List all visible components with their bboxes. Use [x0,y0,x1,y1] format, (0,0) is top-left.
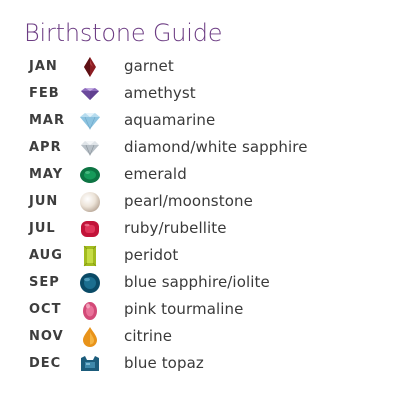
stone-name: blue sapphire/iolite [124,273,270,291]
month-label: MAR [29,113,66,128]
stone-name: diamond/white sapphire [124,138,308,156]
month-label: JUN [29,194,59,209]
month-label: SEP [29,275,60,290]
stone-name: citrine [124,327,173,345]
diamond-gem-icon [79,137,101,159]
month-label: JUL [29,221,56,236]
month-label: FEB [29,86,60,101]
list-item [0,216,400,243]
pearl-gem-icon [79,191,101,213]
list-item [0,162,400,189]
stone-name: aquamarine [124,111,216,129]
garnet-gem-icon [79,56,101,78]
list-item [0,351,400,378]
aquamarine-gem-icon [79,110,101,132]
month-label: OCT [29,302,62,317]
tourmaline-gem-icon [79,299,101,321]
stone-name: blue topaz [124,354,204,372]
peridot-gem-icon [79,245,101,267]
stone-name: ruby/rubellite [124,219,227,237]
month-label: MAY [29,167,64,182]
month-label: DEC [29,356,62,371]
topaz-gem-icon [79,353,101,375]
stone-name: emerald [124,165,187,183]
list-item [0,189,400,216]
stone-name: peridot [124,246,179,264]
month-label: NOV [29,329,64,344]
citrine-gem-icon [79,326,101,348]
list-item [0,54,400,81]
list-item [0,81,400,108]
list-item [0,297,400,324]
list-item [0,108,400,135]
list-item [0,270,400,297]
list-item [0,243,400,270]
emerald-gem-icon [79,164,101,186]
list-item [0,135,400,162]
stone-name: pearl/moonstone [124,192,253,210]
ruby-gem-icon [79,218,101,240]
stone-name: amethyst [124,84,196,102]
month-label: AUG [29,248,63,263]
page-title: Birthstone Guide [24,19,223,47]
list-item [0,324,400,351]
stone-name: pink tourmaline [124,300,244,318]
sapphire-gem-icon [79,272,101,294]
stone-name: garnet [124,57,174,75]
month-label: APR [29,140,62,155]
birthstone-list [0,54,400,378]
amethyst-gem-icon [79,83,101,105]
month-label: JAN [29,59,58,74]
